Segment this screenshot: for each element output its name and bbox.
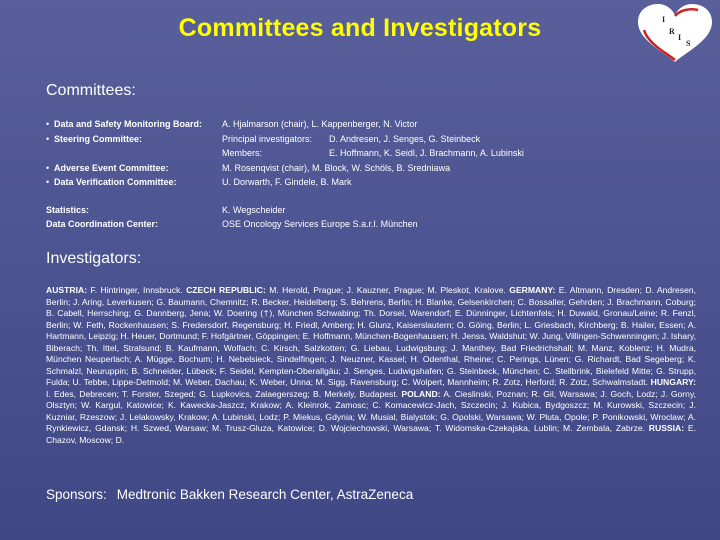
committee-row-verification	[46, 175, 706, 190]
sponsors-label: Sponsors:	[46, 487, 107, 502]
committee-row-adverse	[46, 161, 706, 176]
committee-label: Data Verification Committee:	[54, 177, 177, 187]
logo-letter-i1: I	[662, 15, 666, 24]
bullet: •	[46, 177, 50, 187]
investigators-paragraph	[46, 285, 696, 446]
investigators-russia: E. Chazov, Moscow; D.	[46, 423, 696, 445]
committee-value: M. Rosenqvist (chair), M. Block, W. Schöls, B. Sredniawa	[222, 162, 451, 173]
committee-row-statistics	[46, 203, 706, 218]
committee-label: Data Coordination Center:	[46, 219, 159, 229]
country-label-germany: GERMANY:	[509, 285, 556, 295]
iris-heart-logo	[634, 2, 716, 64]
country-label-hungary: HUNGARY:	[650, 377, 696, 387]
committees-heading: Committees:	[46, 82, 136, 99]
country-label-russia: RUSSIA:	[648, 423, 685, 433]
investigators-poland: A. Cieslinski, Poznan; R. Gil, Warsawa; J. Goch, Lodz; J. Gorny, Olsztyn; W. Kargul, Katowice; K. Kawecka-Jaszcz, Krakow; A. Kleinrok, Zamosc; C. Komacewicz-Jach, Szczecin; J. Kubica, Bydgoszcz; M. Kurowski, Szczecin; J. Kuzniar, Rzeszow; J. Lelakowsky, Krakow; A. Lubinski, Lodz; P. Miekus, Gdynia; W. Musial, Bialystok; G. Opolski, Warsawa; W. Pluta, Opole; P. Ponikowski, Wroclaw; A. Rynkiewicz, Gdansk; H. Szwed, Warsaw; M. Trusz-Gluza, Katowice; D. Wojciechowski, Warsawa; T. Widomska-Czekajska, Lublin; M. Zembala, Zabrze.	[46, 388, 696, 433]
committee-label: Steering Committee:	[54, 133, 143, 144]
committee-value: A. Hjalmarson (chair), L. Kappenberger, N. Victor	[222, 119, 418, 129]
committee-value: U. Dorwarth, F. Gindele, B. Mark	[222, 177, 352, 187]
logo-letter-r: R	[669, 27, 675, 36]
country-label-austria: AUSTRIA:	[46, 285, 88, 295]
page-title: Committees and Investigators	[178, 14, 542, 42]
investigators-hungary: I. Edes, Debrecen; T. Forster, Szeged; G. Lupkovics, Zalaegerszeg; B. Merkely, Budapest.	[46, 388, 402, 399]
committee-row-dsmb	[46, 117, 706, 132]
committees-list	[46, 117, 706, 232]
country-label-poland: POLAND:	[401, 388, 441, 399]
steering-pi-label: Principal investigators:	[222, 133, 313, 144]
committee-value: K. Wegscheider	[222, 204, 286, 215]
sponsors-value: Medtronic Bakken Research Center, AstraZeneca	[116, 487, 414, 502]
steering-members-value: E. Hoffmann, K. Seidl, J. Brachmann, A. Lubinski	[329, 148, 524, 158]
investigators-heading: Investigators:	[46, 250, 142, 267]
investigators-germany: E. Altmann, Dresden; D. Andresen, Berlin; J. Aring, Leverkusen; G. Baumann, Chemnitz; R. Becker, Heidelberg; S. Behrens, Berlin; H. Blanke, Gelsenkirchen; C. Bossaller, Gehrden; J. Brachmann, Coburg; B. Cabell, Herrsching; G. Dannberg, Jena; W. Doering (†), München Schwabing; Th. Dorsel, Warendorf; E. Dünninger, Lichtenfels; H. Duwald, Gronau/Leine; R. Fenzl, Berlin; W. Feth, Rockenhausen; S. Fredersdorf, Regensburg; H. Friedl, Amberg; H. Glunz, Kaiserslautern; O. Göing, Berlin; L. Griesbach, Kirchberg; B. Hailer, Essen; A. Hartmann, Leipzig; H. Heuer, Dortmund; F. Hofgärtner, Göppingen; E. Hoffmann, München-Bogenhausen; H. Jenss, Waldshut; W. Jung, Villingen-Schwenningen; J. Ishary, Biberach; Th. Ittel, Stralsund; B. Kaufmann, Wolfach; C. Kirsch, Salzkotten; G. Liebau, Ludwigsburg; J. Manthey, Bad Friedrichshall; M. Manz, Koblenz; H. Mudra, München Neuperlach; A. Mügge, Bochum; H. Nebelsieck, Sindelfingen; J. Neuzner, Kassel; H. Odenthal, Rheine; C. Perings, Lünen; G. Richardt, Bad Segeberg; K. Schmalzl, Neuruppin; B. Schneider, Lübeck; F. Seidel, Kempten-Oberallgäu; J. Senges, Ludwigshafen; G. Steinbeck, München; C. Stellbrink, Bielefeld Mitte; G. Strupp, Fulda; U. Tebbe, Lippe-Detmold; M. Weber, Dachau; K. Weber, Unna; M. Sigg, Ravensburg; C. Wolpert, Mannheim; R. Zotz, Herford; R. Zotz, Schwalmstadt.	[46, 285, 697, 387]
committee-row-steering-members	[46, 146, 706, 161]
committee-label: Adverse Event Committee:	[54, 162, 169, 173]
steering-pi-value: D. Andresen, J. Senges, G. Steinbeck	[329, 133, 481, 144]
bullet: •	[46, 133, 50, 144]
committee-value: OSE Oncology Services Europe S.a.r.l. München	[222, 219, 418, 229]
country-label-czech: CZECH REPUBLIC:	[186, 285, 266, 295]
committee-label: Statistics:	[46, 204, 90, 215]
committee-row-steering	[46, 132, 706, 147]
investigators-austria: F. Hintringer, Innsbruck.	[87, 285, 187, 295]
logo-letter-s: S	[686, 39, 691, 48]
sponsors-line	[46, 487, 413, 502]
committee-row-coordination	[46, 217, 706, 232]
committee-label: Data and Safety Monitoring Board:	[54, 119, 203, 129]
logo-letter-i2: I	[678, 33, 682, 42]
bullet: •	[46, 119, 50, 129]
bullet: •	[46, 162, 50, 173]
steering-members-label: Members:	[222, 148, 263, 158]
investigators-czech: M. Herold, Prague; J. Kauzner, Prague; M. Pleskot, Kralove.	[265, 285, 510, 295]
